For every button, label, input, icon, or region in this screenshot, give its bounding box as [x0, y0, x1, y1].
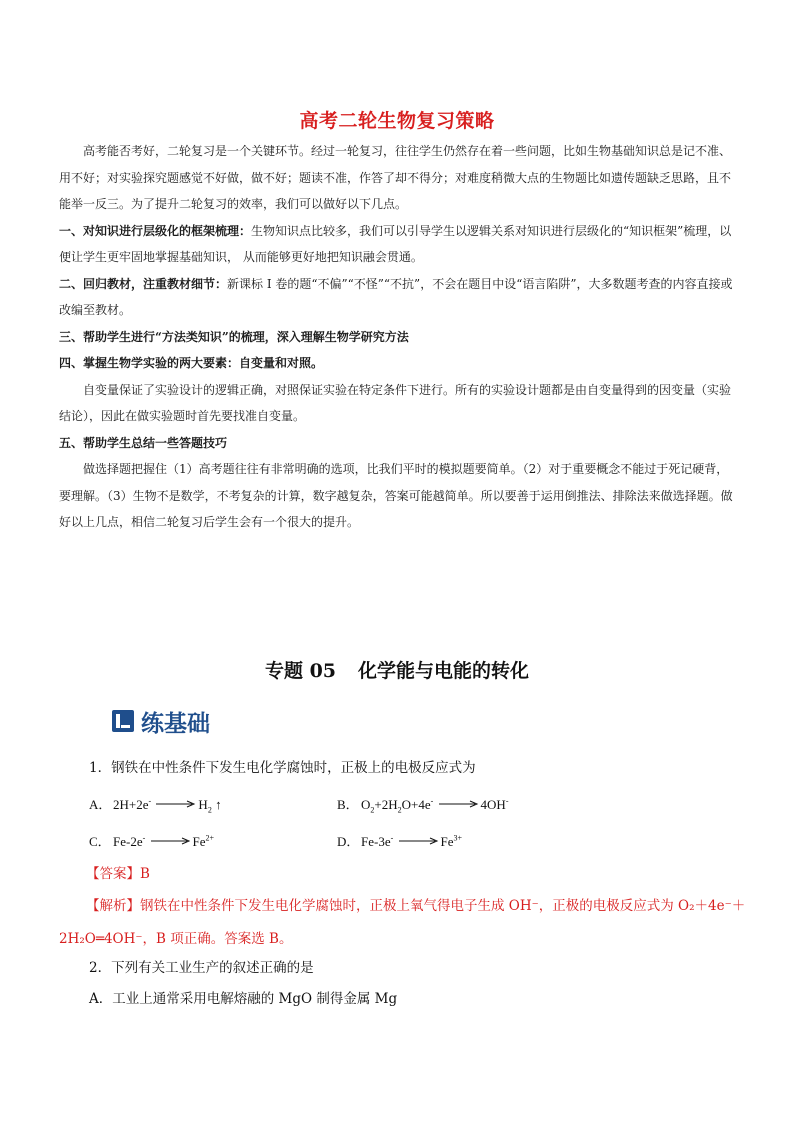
- option-b-right: 4OH: [480, 797, 506, 812]
- strategy-point-4-body: 自变量保证了实验设计的逻辑正确，对照保证实验在特定条件下进行。所有的实验设计题都是由自变量得到的因变量（实验结论），因此在做实验题时首先要找准自变量。: [59, 382, 732, 423]
- question-2-stem: 2．下列有关工业生产的叙述正确的是: [89, 960, 314, 976]
- section-label: 练基础: [141, 710, 210, 737]
- option-a-left: 2H+2e: [113, 797, 149, 812]
- option-d-right: Fe: [440, 834, 454, 849]
- question-1-option-a: [89, 794, 222, 815]
- option-d-left: Fe-3e: [361, 834, 391, 849]
- option-a-tail: ↑: [211, 797, 222, 812]
- page-title: 高考二轮生物复习策略: [299, 110, 495, 132]
- option-d-label: D．: [337, 834, 360, 849]
- option-b-sub-1: 2: [370, 805, 375, 815]
- reaction-arrow-icon: [399, 836, 439, 846]
- strategy-point-2: [59, 271, 739, 324]
- option-d-sup-2: 3+: [453, 833, 463, 843]
- option-c-left: Fe-2e: [113, 834, 143, 849]
- option-d-sup: -: [390, 833, 394, 843]
- option-c-right: Fe: [192, 834, 206, 849]
- option-b-label: B．: [337, 797, 359, 812]
- topic-name: 化学能与电能的转化: [358, 660, 530, 682]
- option-b-part-2: +2H: [374, 797, 398, 812]
- question-1-analysis: [59, 890, 749, 956]
- option-a-sup: -: [148, 796, 152, 806]
- strategy-point-3: 三、帮助学生进行“方法类知识”的梳理，深入理解生物学研究方法: [59, 329, 409, 344]
- book-icon: [111, 709, 135, 733]
- strategy-point-5-body: 做选择题把握住（1）高考题往往有非常明确的选项，比我们平时的模拟题要简单。（2）对于重要概念不能过于死记硬背，要理解。（3）生物不是数学，不考复杂的计算，数字越复杂，答案可能越简单。所以要善于运用倒推法、排除法来做选择题。做好以上几点，相信二轮复习后学生会有一个很大的提升。: [59, 462, 733, 529]
- reaction-arrow-icon: [156, 799, 196, 809]
- section-header: [111, 704, 210, 738]
- analysis-heading: 【解析】: [86, 898, 140, 914]
- strategy-point-1-heading: 一、对知识进行层级化的框架梳理：: [59, 223, 252, 238]
- reaction-arrow-icon: [439, 799, 479, 809]
- strategy-intro: 高考能否考好，二轮复习是一个关键环节。经过一轮复习，往往学生仍然存在着一些问题，比如生物基础知识总是记不准、用不好；对实验探究题感觉不好做，做不好；题读不准，作答了却不得分；对难度稍微大点的生物题比如遗传题缺乏思路，且不能举一反三。为了提升二轮复习的效率，我们可以做好以下几点。: [59, 144, 732, 211]
- question-1-option-b: [337, 794, 509, 815]
- option-b-part-3: O+4e: [401, 797, 431, 812]
- strategy-point-2-body: 新课标 I 卷的题“不偏”“不怪”“不抗”，不会在题目中设“语言陷阱”，大多数题考查的内容直接或改编至教材。: [59, 276, 733, 317]
- option-b-sup-2: -: [505, 796, 509, 806]
- option-c-label: C．: [89, 834, 111, 849]
- option-a-label: A．: [89, 797, 112, 812]
- analysis-body: 钢铁在中性条件下发生电化学腐蚀时，正极上氧气得电子生成 OH⁻，正极的电极反应式为 O₂＋4e⁻＋2H₂O═4OH⁻，B 项正确。答案选 B。: [59, 898, 746, 947]
- option-c-sup-2: 2+: [205, 833, 215, 843]
- topic-title: [0, 656, 794, 683]
- strategy-point-2-heading: 二、回归教材，注重教材细节：: [59, 276, 228, 291]
- option-b-part-1: O: [361, 797, 371, 812]
- option-a-right: H: [198, 797, 208, 812]
- strategy-point-4: 四、掌握生物学实验的两大要素：自变量和对照。: [59, 356, 324, 370]
- question-1-option-d: [337, 831, 462, 850]
- strategy-point-1: [59, 218, 739, 271]
- option-b-sub-2: 2: [397, 805, 402, 815]
- question-1-stem: 1．钢铁在中性条件下发生电化学腐蚀时，正极上的电极反应式为: [89, 760, 476, 776]
- option-c-sup: -: [142, 833, 146, 843]
- question-1-option-c: [89, 831, 214, 850]
- strategy-point-1-body: 生物知识点比较多，我们可以引导学生以逻辑关系对知识进行层级化的“知识框架”梳理，以便让学生更牢固地掌握基础知识， 从而能够更好地把知识融会贯通。: [59, 223, 732, 264]
- reaction-arrow-icon: [151, 836, 191, 846]
- question-2-option-a: A．工业上通常采用电解熔融的 MgO 制得金属 Mg: [89, 991, 398, 1007]
- topic-number: 专题 05: [264, 660, 337, 682]
- strategy-point-5: 五、帮助学生总结一些答题技巧: [59, 435, 228, 450]
- strategy-section: [59, 138, 739, 536]
- option-a-sub: 2: [207, 805, 212, 815]
- option-b-sup: -: [430, 796, 434, 806]
- question-1-answer: 【答案】B: [86, 866, 150, 882]
